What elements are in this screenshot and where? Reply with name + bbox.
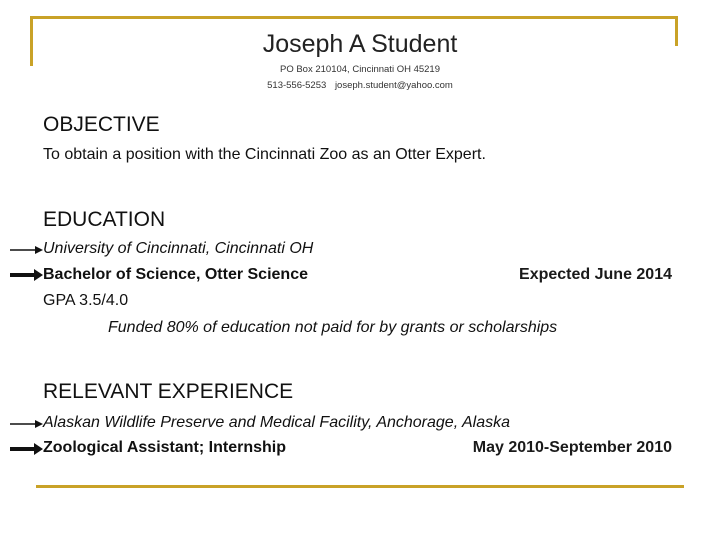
education-degree: Bachelor of Science, Otter Science [43,266,308,283]
bottom-border-line [36,485,684,488]
education-heading: EDUCATION [43,208,166,231]
thick-arrow-icon [10,443,43,455]
resume-phone: 513-556-5253 [267,80,327,91]
education-gpa: GPA 3.5/4.0 [43,292,129,309]
experience-heading: RELEVANT EXPERIENCE [43,380,294,403]
education-school: University of Cincinnati, Cincinnati OH [43,240,314,257]
resume-name: Joseph A Student [262,30,458,58]
thin-arrow-icon [10,244,43,256]
resume-address: PO Box 210104, Cincinnati OH 45219 [279,64,440,75]
resume-email: joseph.student@yahoo.com [334,80,453,91]
education-funding: Funded 80% of education not paid for by grants or scholarships [108,319,558,336]
top-border-line [30,16,678,19]
thick-arrow-icon [10,269,43,281]
education-date: Expected June 2014 [519,266,672,283]
thin-arrow-icon [10,418,43,430]
objective-text: To obtain a position with the Cincinnati Zoo as an Otter Expert. [43,146,486,163]
resume-contact [0,80,720,91]
experience-role: Zoological Assistant; Internship [43,439,286,456]
objective-heading: OBJECTIVE [43,113,160,136]
experience-org: Alaskan Wildlife Preserve and Medical Facility, Anchorage, Alaska [43,414,511,431]
experience-dates: May 2010-September 2010 [472,439,672,456]
